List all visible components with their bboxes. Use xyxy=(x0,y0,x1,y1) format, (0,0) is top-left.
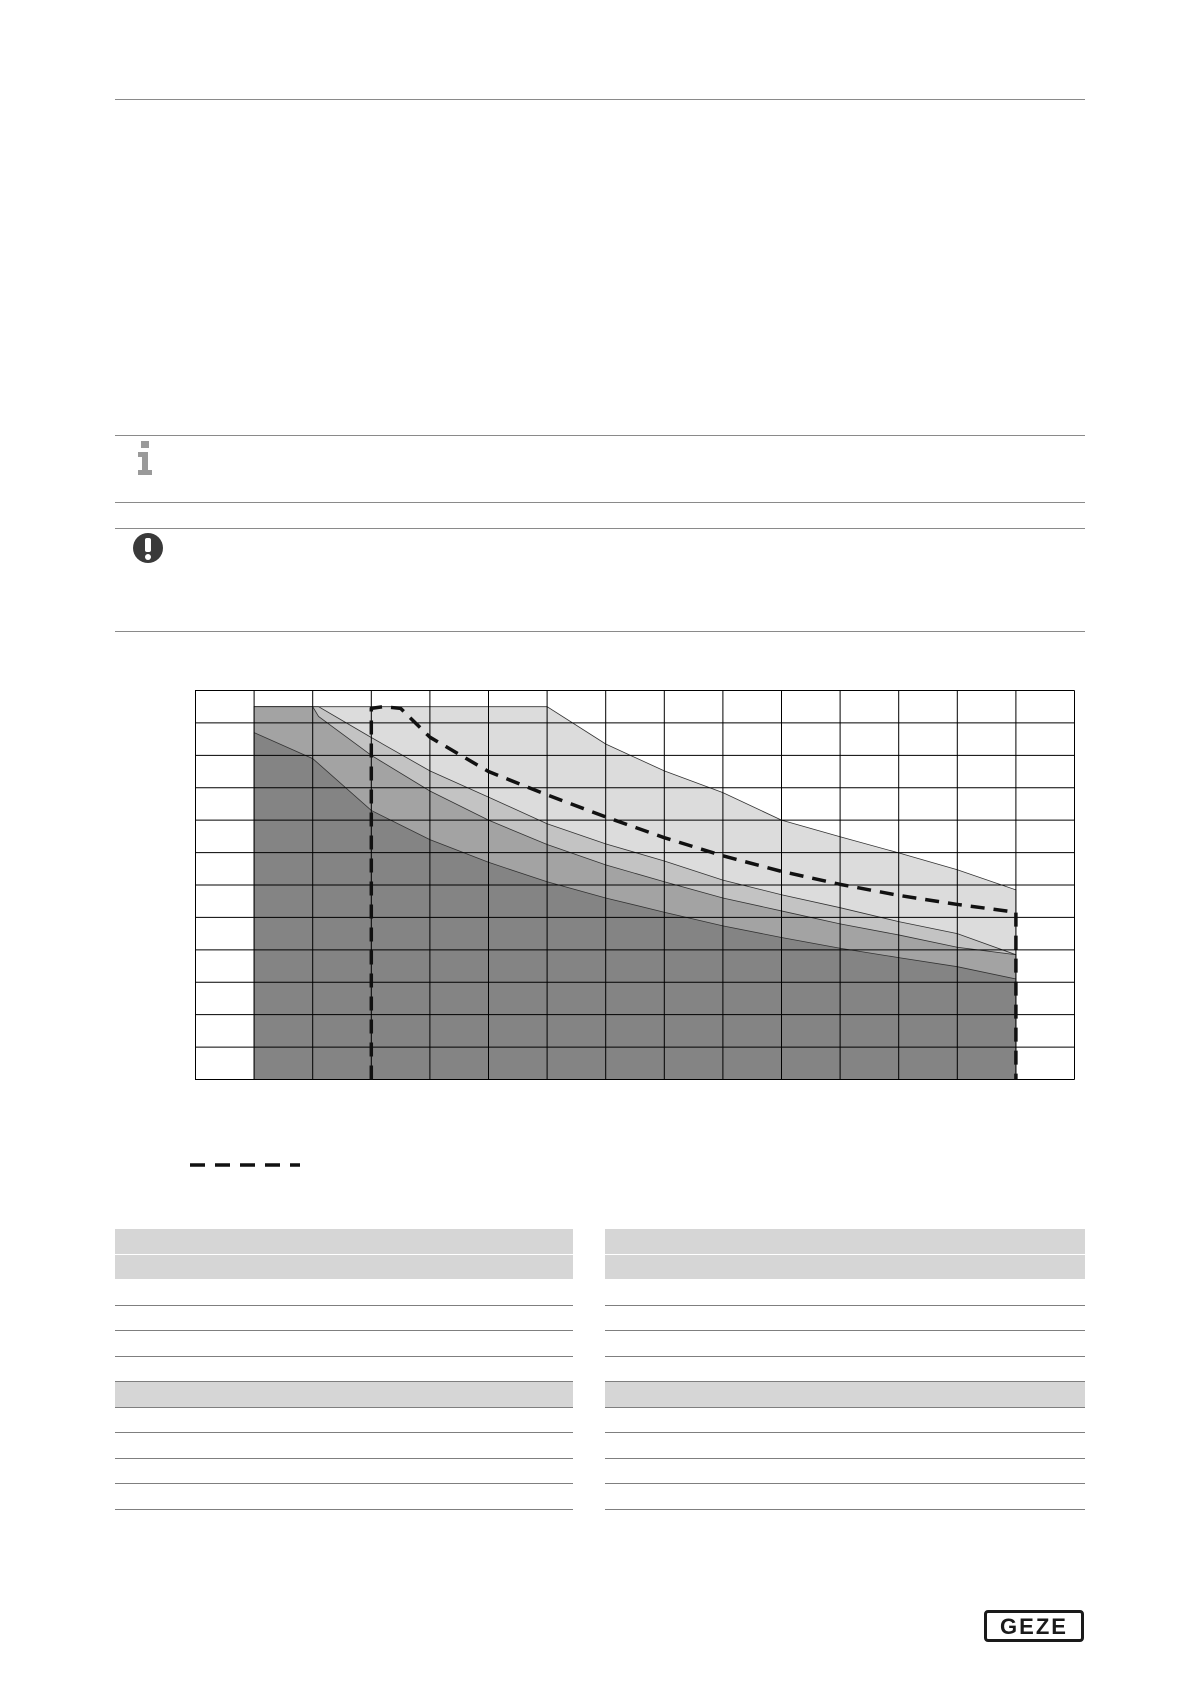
table-row xyxy=(115,1306,573,1332)
geze-logo xyxy=(984,1610,1084,1642)
info-icon-stem xyxy=(138,452,152,475)
table-row xyxy=(115,1408,573,1434)
table-row xyxy=(115,1229,573,1255)
chart-bands xyxy=(254,707,1016,1080)
warning-notice-top-rule xyxy=(115,528,1085,529)
table-row xyxy=(605,1331,1085,1357)
top-rule xyxy=(115,99,1085,100)
legend-dashed-line-sample xyxy=(190,1160,300,1170)
table-row xyxy=(605,1357,1085,1383)
table-row xyxy=(115,1255,573,1281)
table-row xyxy=(115,1382,573,1408)
table-row xyxy=(605,1229,1085,1255)
table-row xyxy=(605,1433,1085,1459)
warning-icon-point xyxy=(145,554,151,560)
table-row xyxy=(115,1459,573,1485)
table-row xyxy=(605,1459,1085,1485)
warning-exclamation-icon xyxy=(132,532,164,569)
info-icon xyxy=(136,440,154,481)
load-diagram-chart xyxy=(195,690,1075,1090)
table-row xyxy=(115,1484,573,1510)
info-notice-top-rule xyxy=(115,435,1085,436)
info-notice-bottom-rule xyxy=(115,502,1085,503)
table-row xyxy=(605,1255,1085,1281)
table-row xyxy=(605,1484,1085,1510)
geze-logo-text: GEZE xyxy=(1000,1614,1068,1639)
table-row xyxy=(605,1382,1085,1408)
table-row xyxy=(115,1280,573,1306)
info-icon-dot xyxy=(141,441,149,448)
table-row xyxy=(115,1433,573,1459)
table-row xyxy=(115,1357,573,1383)
table-row xyxy=(605,1280,1085,1306)
warning-notice-bottom-rule xyxy=(115,631,1085,632)
table-row xyxy=(605,1306,1085,1332)
table-row xyxy=(115,1331,573,1357)
table-row xyxy=(605,1408,1085,1434)
warning-icon-bar xyxy=(145,538,151,552)
